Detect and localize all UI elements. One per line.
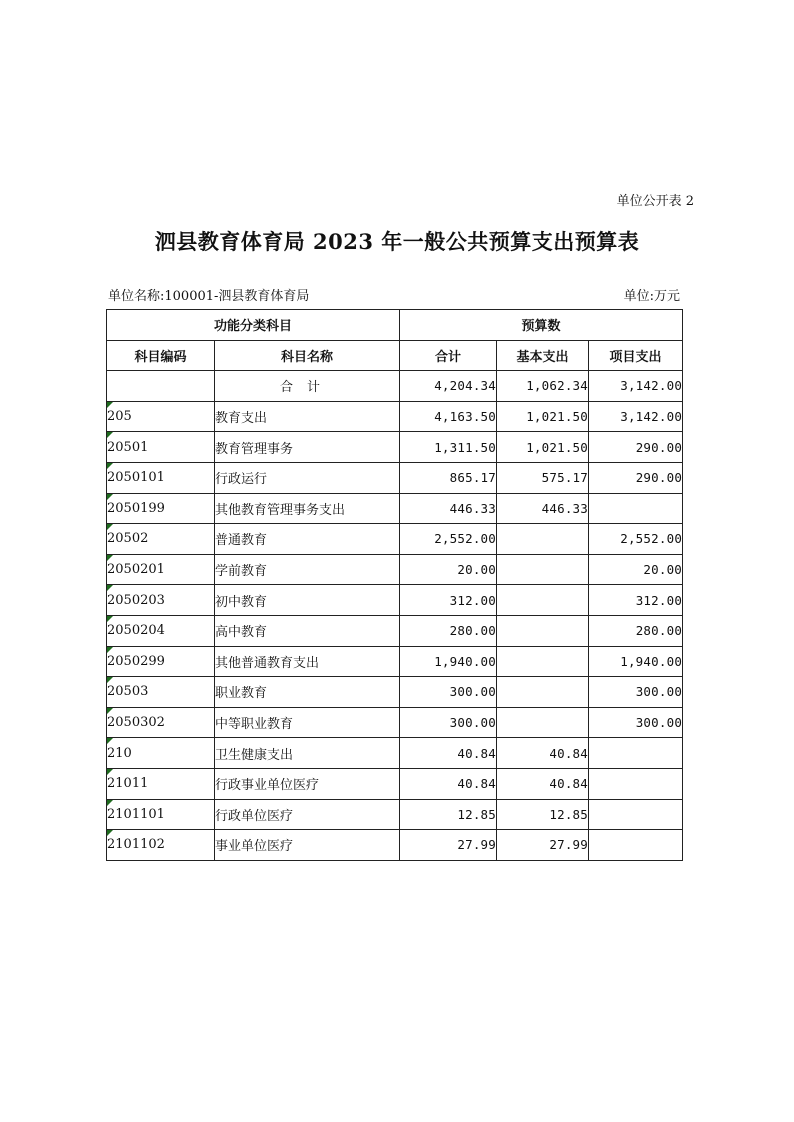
cell-total: 4,163.50 (400, 401, 497, 432)
header-functional-category: 功能分类科目 (107, 310, 400, 341)
cell-total: 1,311.50 (400, 432, 497, 463)
cell-subject-name: 普通教育 (215, 524, 400, 555)
cell-subject-name: 行政运行 (215, 462, 400, 493)
cell-basic (497, 707, 589, 738)
header-project-expenditure: 项目支出 (589, 340, 683, 371)
cell-subject-name: 教育支出 (215, 401, 400, 432)
cell-subject-name: 学前教育 (215, 554, 400, 585)
cell-project: 280.00 (589, 615, 683, 646)
cell-code-text: 20502 (107, 531, 149, 547)
cell-marker-icon (107, 800, 113, 806)
cell-marker-icon (107, 585, 113, 591)
cell-subject-code (107, 524, 215, 555)
cell-basic (497, 677, 589, 708)
cell-total: 40.84 (400, 768, 497, 799)
cell-project: 3,142.00 (589, 401, 683, 432)
table-row (107, 432, 683, 463)
cell-subject-code (107, 493, 215, 524)
cell-basic: 12.85 (497, 799, 589, 830)
cell-basic: 40.84 (497, 768, 589, 799)
total-row-basic: 1,062.34 (497, 371, 589, 402)
cell-marker-icon (107, 677, 113, 683)
cell-total: 20.00 (400, 554, 497, 585)
cell-subject-name: 其他普通教育支出 (215, 646, 400, 677)
table-row (107, 554, 683, 585)
cell-subject-name: 教育管理事务 (215, 432, 400, 463)
cell-subject-name: 其他教育管理事务支出 (215, 493, 400, 524)
cell-project (589, 768, 683, 799)
cell-basic: 1,021.50 (497, 432, 589, 463)
cell-subject-code (107, 707, 215, 738)
header-budget-amount: 预算数 (400, 310, 683, 341)
form-number: 单位公开表 2 (616, 194, 694, 209)
cell-basic (497, 646, 589, 677)
cell-total: 40.84 (400, 738, 497, 769)
cell-subject-code (107, 677, 215, 708)
cell-marker-icon (107, 432, 113, 438)
cell-subject-code (107, 462, 215, 493)
table-row (107, 799, 683, 830)
header-row-columns (107, 340, 683, 371)
cell-basic (497, 554, 589, 585)
cell-code-text: 2101101 (107, 806, 165, 822)
cell-basic (497, 615, 589, 646)
cell-basic (497, 585, 589, 616)
cell-basic: 446.33 (497, 493, 589, 524)
table-row (107, 493, 683, 524)
total-row-code (107, 371, 215, 402)
cell-marker-icon (107, 738, 113, 744)
cell-marker-icon (107, 494, 113, 500)
cell-total: 1,940.00 (400, 646, 497, 677)
cell-subject-name: 行政单位医疗 (215, 799, 400, 830)
cell-basic: 27.99 (497, 830, 589, 861)
cell-subject-name: 行政事业单位医疗 (215, 768, 400, 799)
cell-marker-icon (107, 463, 113, 469)
cell-subject-name: 事业单位医疗 (215, 830, 400, 861)
budget-table (106, 309, 683, 861)
cell-project: 300.00 (589, 677, 683, 708)
cell-code-text: 2101102 (107, 837, 165, 853)
cell-code-text: 205 (107, 409, 132, 425)
cell-subject-code (107, 432, 215, 463)
cell-total: 300.00 (400, 677, 497, 708)
table-row (107, 707, 683, 738)
cell-project (589, 830, 683, 861)
unit-label: 单位:万元 (623, 289, 680, 304)
total-row-project: 3,142.00 (589, 371, 683, 402)
cell-project: 290.00 (589, 432, 683, 463)
page-title: 泗县教育体育局 2023 年一般公共预算支出预算表 (154, 229, 640, 254)
unit-meta (108, 285, 680, 304)
cell-marker-icon (107, 524, 113, 530)
cell-total: 865.17 (400, 462, 497, 493)
cell-subject-code (107, 554, 215, 585)
cell-subject-code (107, 646, 215, 677)
table-row (107, 615, 683, 646)
cell-total: 312.00 (400, 585, 497, 616)
cell-project (589, 799, 683, 830)
table-body (107, 371, 683, 861)
unit-name: 单位名称:100001-泗县教育体育局 (108, 289, 310, 304)
cell-subject-code (107, 401, 215, 432)
cell-code-text: 2050204 (107, 623, 165, 639)
header-subject-code: 科目编码 (107, 340, 215, 371)
cell-code-text: 2050101 (107, 470, 165, 486)
cell-basic (497, 524, 589, 555)
cell-project (589, 738, 683, 769)
cell-project: 290.00 (589, 462, 683, 493)
cell-project: 312.00 (589, 585, 683, 616)
cell-project: 2,552.00 (589, 524, 683, 555)
cell-code-text: 20501 (107, 439, 149, 455)
cell-total: 300.00 (400, 707, 497, 738)
cell-marker-icon (107, 830, 113, 836)
cell-subject-name: 中等职业教育 (215, 707, 400, 738)
cell-total: 280.00 (400, 615, 497, 646)
header-subject-name: 科目名称 (215, 340, 400, 371)
cell-total: 12.85 (400, 799, 497, 830)
header-basic-expenditure: 基本支出 (497, 340, 589, 371)
cell-marker-icon (107, 769, 113, 775)
cell-subject-name: 卫生健康支出 (215, 738, 400, 769)
table-row (107, 401, 683, 432)
cell-basic: 1,021.50 (497, 401, 589, 432)
cell-subject-code (107, 738, 215, 769)
cell-subject-code (107, 830, 215, 861)
cell-subject-code (107, 768, 215, 799)
cell-code-text: 2050199 (107, 500, 165, 516)
cell-subject-code (107, 585, 215, 616)
cell-marker-icon (107, 402, 113, 408)
total-row-total: 4,204.34 (400, 371, 497, 402)
cell-code-text: 2050299 (107, 653, 165, 669)
total-row (107, 371, 683, 402)
cell-code-text: 210 (107, 745, 132, 761)
cell-code-text: 20503 (107, 684, 149, 700)
cell-subject-name: 高中教育 (215, 615, 400, 646)
table-row (107, 830, 683, 861)
cell-code-text: 2050302 (107, 715, 165, 731)
cell-project (589, 493, 683, 524)
cell-subject-code (107, 615, 215, 646)
cell-project: 1,940.00 (589, 646, 683, 677)
cell-code-text: 2050201 (107, 562, 165, 578)
cell-code-text: 21011 (107, 776, 149, 792)
cell-subject-name: 初中教育 (215, 585, 400, 616)
cell-basic: 40.84 (497, 738, 589, 769)
cell-subject-name: 职业教育 (215, 677, 400, 708)
cell-subject-code (107, 799, 215, 830)
cell-marker-icon (107, 647, 113, 653)
table-row (107, 768, 683, 799)
cell-code-text: 2050203 (107, 592, 165, 608)
table-row (107, 738, 683, 769)
cell-project: 20.00 (589, 554, 683, 585)
cell-project: 300.00 (589, 707, 683, 738)
cell-marker-icon (107, 555, 113, 561)
cell-marker-icon (107, 616, 113, 622)
table-row (107, 524, 683, 555)
cell-basic: 575.17 (497, 462, 589, 493)
table-row (107, 462, 683, 493)
cell-total: 446.33 (400, 493, 497, 524)
table-row (107, 646, 683, 677)
total-row-label: 合计 (215, 371, 400, 402)
header-row-group (107, 310, 683, 341)
cell-total: 27.99 (400, 830, 497, 861)
header-total: 合计 (400, 340, 497, 371)
table-row (107, 585, 683, 616)
cell-marker-icon (107, 708, 113, 714)
cell-total: 2,552.00 (400, 524, 497, 555)
table-row (107, 677, 683, 708)
